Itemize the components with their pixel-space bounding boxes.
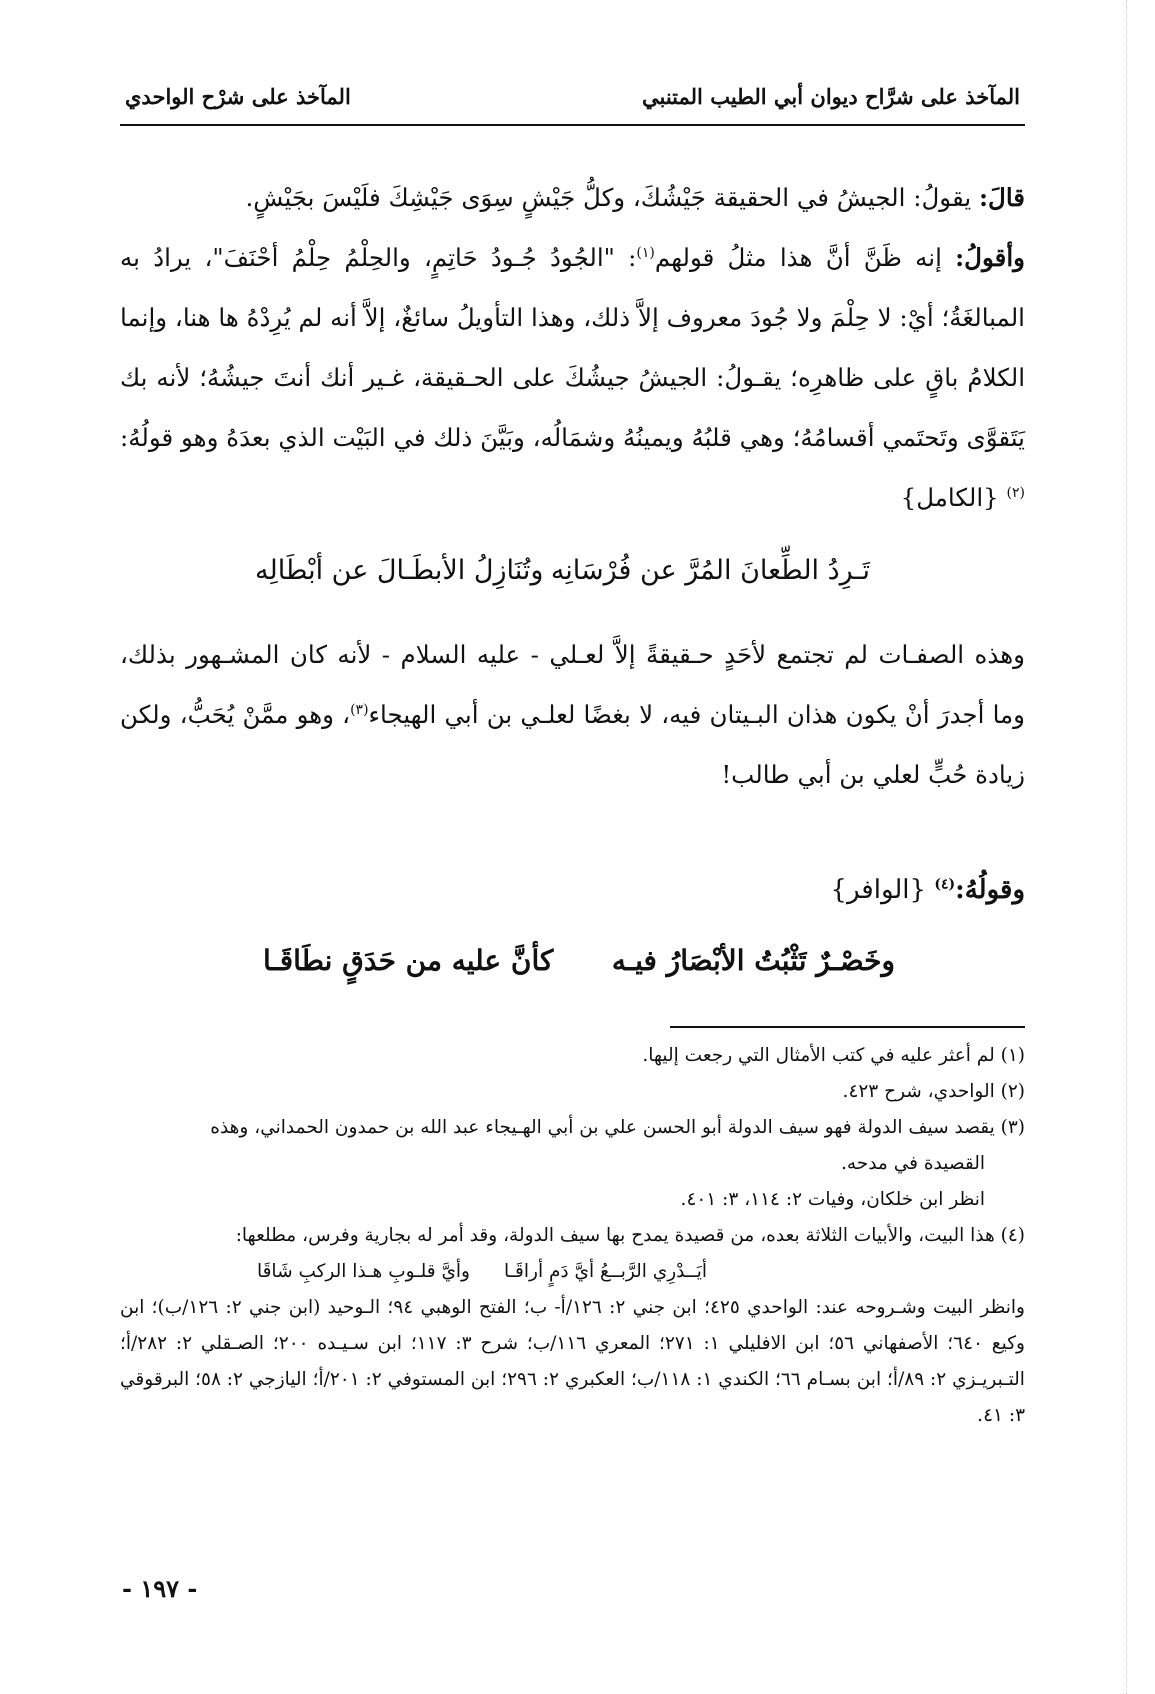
meter-label: {الوافر} — [830, 875, 935, 905]
running-header — [125, 84, 1020, 124]
paragraph-lead-qala: قالَ: — [978, 183, 1025, 212]
footnote-4-line: (٤) هذا البيت، والأبيات الثلاثة بعده، من قصيدة يمدح بها سيف الدولة، وقد أمر له بجارية وفرس، مطلعها: — [235, 1225, 1025, 1246]
footnote-verse-first-hemistich: أيَــدْرِي الرَّبــعُ أيَّ دَمٍ أراقَـا — [503, 1261, 707, 1282]
verse1-first-hemistich: تَـرِدُ الطِّعانَ المُرَّ عن فُرْسَانِه — [550, 555, 870, 586]
scan-margin-line — [1126, 0, 1127, 1694]
paragraph-text: يقولُ: الجيشُ في الحقيقة جَيْشُكَ، وكلُّ جَيْشٍ سِوَى جَيْشِكَ فلَيْسَ بجَيْشٍ. — [245, 183, 979, 212]
footnote-3-line: (٣) يقصد سيف الدولة فهو سيف الدولة أبو الحسن علي بن أبي الهـيجاء عبد الله بن حمدون الحمداني، وهذه — [210, 1117, 1025, 1138]
paragraph-qawluhu — [830, 875, 1025, 905]
footnote-ref-3[interactable]: (٣) — [350, 701, 369, 718]
header-chapter-title: المآخذ على شرْح الواحدي — [125, 84, 351, 109]
verse2-second-hemistich: كأنَّ عليه من حَدَقٍ نطَاقَـا — [263, 944, 554, 977]
paragraph-text: : "الجُودُ جُـودُ حَاتِمٍ، والحِلْمُ حِلْمُ أحْنَفَ"، يرادُ به المبالغَةُ؛ أيْ: لا حِلْمَ ولا جُودَ معروف إلاَّ ذلك، وهذا التأويلُ سائغٌ، إلاَّ أنه لم يُرِدْهُ ها هنا، وإنما الكلامُ باقٍ على ظاهرِه؛ يقـولُ: الجيشُ جيشُكَ على الحـقيقة، غـير أنك أنتَ جيشُهُ؛ لأنه بك يَتَقوَّى وتَحتَمي أقسامُهُ؛ وهي قلبُهُ ويمينُهُ وشمَالُه، وبَيَّنَ ذلك في البَيْت الذي بعدَهُ وهو قولُهُ: — [120, 243, 1025, 452]
footnote-divider — [670, 1026, 1025, 1028]
header-book-title: المآخذ على شرَّاح ديوان أبي الطيب المتنبي — [642, 84, 1020, 109]
footnote-3-line: القصيدة في مدحه. — [840, 1153, 985, 1174]
footnote-1: (١) لم أعثر عليه في كتب الأمثال التي رجعت إليها. — [642, 1045, 1025, 1066]
paragraph-text: ، وهو ممَّنْ يُحَبُّ، ولكن زيادة حُبٍّ لعلي بن أبي طالب! — [120, 700, 1025, 789]
paragraph-text: إنه ظَنَّ أنَّ هذا مثلُ قولهم — [654, 243, 956, 272]
paragraph-text: وهذه الصفـات لم تجتمع لأحَدٍ حـقيقةً إلاَّ لعـلي - عليه السلام - لأنه كان المشـهور بذلك، وما أجدرَ أنْ يكون هذان البـيتان فيه، لا بغضًا لعلـي بن أبي الهيجاء — [120, 640, 1025, 729]
paragraph-lead-qawluhu: وقولُهُ: — [955, 875, 1025, 905]
footnote-ref-2[interactable]: (٢) — [1006, 484, 1025, 501]
header-divider — [120, 124, 1025, 126]
footnote-ref-4[interactable]: (٤) — [934, 876, 956, 893]
paragraph-lead-aqulu: وأقولُ: — [955, 243, 1025, 272]
footnote-verse-second-hemistich: وأيَّ قلـوبِ هـذا الركبِ شَاقَا — [256, 1261, 470, 1282]
paragraph-aqulu — [120, 228, 1025, 528]
meter-label: {الكامل} — [900, 483, 1007, 512]
footnote-3-source: انظر ابن خلكان، وفيات ٢: ١١٤، ٣: ٤٠١. — [680, 1189, 985, 1210]
footnote-2: (٢) الواحدي، شرح ٤٢٣. — [842, 1081, 1025, 1102]
verse1-second-hemistich: وتُنَازِلُ الأبطَـالَ عن أبْطَالِه — [255, 555, 544, 586]
footnote-4-references: وانظر البيت وشـروحه عند: الواحدي ٤٢٥؛ ابن جني ٢: ١٢٦/أ- ب؛ الفتح الوهبي ٩٤؛ الـوحيد (ابن جني ٢: ١٢٦/ب)؛ ابن وكيع ٦٤٠؛ الأصفهاني ٥٦؛ ابن الافليلي ١: ٢٧١؛ المعري ١١٦/ب؛ شرح ٣: ١١٧؛ ابن سـيـده ٢٠٠؛ الصـقلي ٢: ٢٨٢/أ؛ التـبريـزي ٢: ٨٩/أ؛ ابن بسـام ٦٦؛ الكندي ١: ١١٨/ب؛ العكبري ٢: ٢٩٦؛ ابن المستوفي ٢: ٢٠١/أ؛ اليازجي ٢: ٥٨؛ البرقوقي ٣: ٤١. — [120, 1297, 1025, 1426]
verse2-first-hemistich: وخَصْـرٌ تَثْبُتُ الأبْصَارُ فيـه — [611, 944, 895, 977]
page-number: - ١٩٧ - — [122, 1574, 198, 1603]
footnotes — [120, 1038, 1025, 1434]
paragraph-commentary — [120, 625, 1025, 805]
footnote-4-verse — [120, 1254, 1025, 1290]
footnote-ref-1[interactable]: (١) — [636, 244, 655, 261]
paragraph-qala — [120, 168, 1025, 228]
